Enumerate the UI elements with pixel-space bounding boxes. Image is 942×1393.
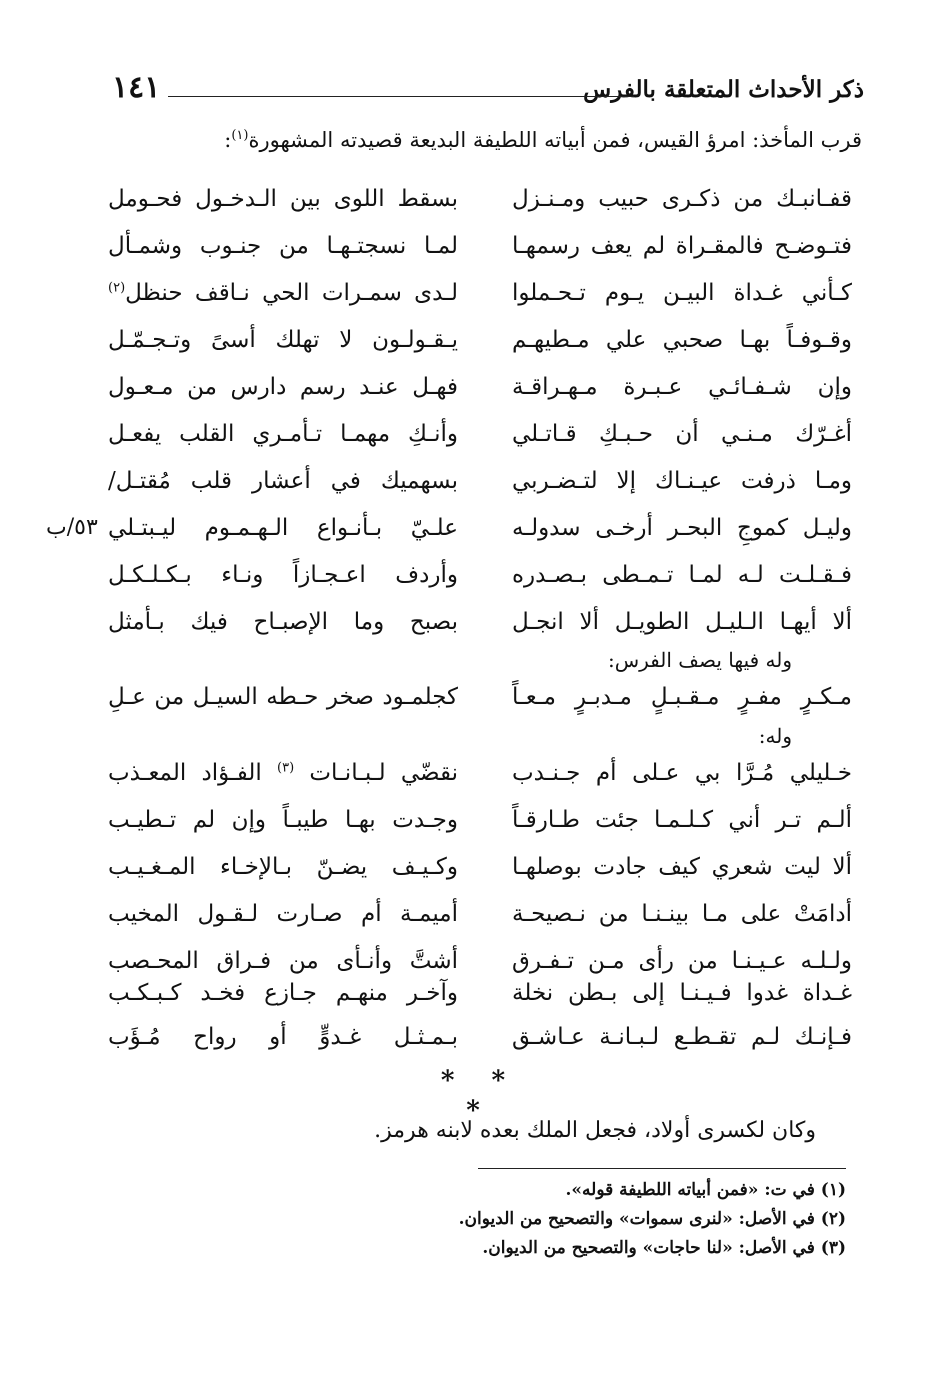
couplet <box>0 684 942 728</box>
couplet <box>0 280 942 324</box>
hemistich-second: وكـيـف يضـنّ بـالإخـاء المـغـيـب <box>108 854 458 880</box>
hemistich-first: أدامَتْ على مـا بينـنـا من نـصيحـة <box>512 901 852 927</box>
hemistich-second: بـمـثـل غـدوٍّ أو رواح مُـؤَب <box>108 1024 458 1050</box>
footnote-ref-3: (٣) <box>277 760 295 776</box>
hemistich-first: أغـرّك مـنـي أن حـبـكِ قـاتـلي <box>512 421 852 447</box>
section-separator: * * * <box>440 1066 520 1126</box>
verse-subheading: وله: <box>758 724 792 748</box>
hemistich-text: نقضّي لـبـانـات <box>309 760 459 786</box>
footnote-ref-1: (١) <box>231 128 249 143</box>
hemistich-second: وجـدت بهـا طيبـاً وإن لم تـطيـب <box>108 807 458 833</box>
couplet <box>0 901 942 945</box>
hemistich-first: وليـل كموجِ البحـر أرخـى سدولـه <box>512 515 852 541</box>
hemistich-second: لمـا نسجتـهـا من جنـوب وشمـأل <box>108 233 458 259</box>
hemistich-first: قفـانبـك من ذكـرى حبيب ومـنـزل <box>512 186 852 212</box>
hemistich-first: وقـوفـاً بهـا صحبي علي مـطيهـم <box>512 327 852 353</box>
couplet <box>0 807 942 851</box>
header-rule <box>168 96 634 97</box>
header-title: ذكر الأحداث المتعلقة بالفرس <box>583 76 864 103</box>
couplet <box>0 562 942 606</box>
hemistich-second: بسهميك في أعشار قلب مُقتـل/ <box>108 468 458 494</box>
footnote: (٣) في الأصل: «لنا حاجات» والتصحيح من الديوان. <box>482 1238 846 1258</box>
manuscript-folio-note: ٥٣/ب <box>46 515 98 540</box>
hemistich-second <box>108 760 458 786</box>
hemistich-second: أشتَّ وأنـأى من فـراق المحـصب <box>108 948 458 974</box>
hemistich-first: فـإنـك لـم تقـطـع لـبـانـة عـاشـق <box>512 1024 852 1050</box>
hemistich-second: بصبح وما الإصبـاح فيك بـأمثل <box>108 609 458 635</box>
couplet <box>0 421 942 465</box>
hemistich-second: يـقـولـون لا تهلك أسىً وتـجـمّـل <box>108 327 458 353</box>
footnote: (٢) في الأصل: «لنرى سموات» والتصحيح من الديوان. <box>458 1209 846 1229</box>
hemistich-second: فهـل عنـد رسم دارس من مـعـول <box>108 374 458 400</box>
closing-sentence: وكان لكسرى أولاد، فجعل الملك بعده لابنه هرمز. <box>374 1118 816 1143</box>
hemistich-first: كـأني غـداة البيـن يـوم تـحـملوا <box>512 280 852 306</box>
hemistich-second: وآخـر منهـم جـازع فخـد كـبـكـب <box>108 980 458 1006</box>
hemistich-first: غـداة غدوا فـيـنـا إلى بـطن نخلة <box>512 980 852 1006</box>
couplet <box>0 609 942 653</box>
hemistich-second: بسقط اللوى بين الـدخـول فحـومل <box>108 186 458 212</box>
couplet <box>0 327 942 371</box>
couplet <box>0 854 942 898</box>
hemistich-second: علـيّ بـأنـواع الـهـمـوم ليـبتـلي <box>108 515 458 541</box>
hemistich-second <box>108 280 458 306</box>
couplet <box>0 233 942 277</box>
hemistich-first: وإن شـفـائـي عـبـرة مـهـراقـة <box>512 374 852 400</box>
footnotes <box>459 1180 846 1267</box>
hemistich-second: كجلمـود صخر حـطه السيـل من عـلِ <box>108 684 458 710</box>
hemistich-first: ألـم تـر أني كـلـمـا جئت طـارقـاً <box>512 807 852 833</box>
couplet <box>0 468 942 512</box>
hemistich-first: ومـا ذرفت عيـنـاك إلا لتـضـربي <box>512 468 852 494</box>
intro-text: قرب المأخذ: امرؤ القيس، فمن أبياته اللطيفة البديعة قصيدته المشهورة <box>248 128 862 152</box>
page-number: ١٤١ <box>112 70 161 105</box>
footnote-rule <box>478 1168 846 1169</box>
intro-line <box>224 128 862 152</box>
couplet <box>0 1024 942 1068</box>
hemistich-second: أميمـة أم صـارت لـقـول المخيب <box>108 901 458 927</box>
hemistich-text: لـدى سمـرات الحي نـاقف حنظل <box>125 280 458 306</box>
hemistich-second: وأردف اعـجـازاً ونـاء بـكـلـكـل <box>108 562 458 588</box>
running-header <box>96 70 864 110</box>
hemistich-first: ولـلـه عـيـنـا من رأى مـن تـفـرق <box>512 948 852 974</box>
footnote-ref-2: (٢) <box>108 280 126 296</box>
hemistich-text-end: الفـؤاد المعـذب <box>108 760 262 786</box>
couplet <box>0 980 942 1024</box>
couplet <box>0 515 942 559</box>
hemistich-first: فـقـلـت لـه لمـا تـمـطى بـصـدره <box>512 562 852 588</box>
couplet <box>0 186 942 230</box>
hemistich-first: ألا أيهـا الـليـل الطويـل ألا انجـل <box>512 609 852 635</box>
hemistich-first: ألا ليت شعري كيف جادت بوصلهـا <box>512 854 852 880</box>
couplet <box>0 374 942 418</box>
footnote: (١) في ت: «فمن أبياته اللطيفة قوله». <box>565 1180 846 1200</box>
hemistich-first: مـكـرٍ مفـرٍ مـقـبـلٍ مـدبـرٍ مـعـاً <box>512 684 852 710</box>
verse-subheading: وله فيها يصف الفرس: <box>607 648 792 672</box>
hemistich-first: خـليلي مُـرَّا بي عـلى أم جـنـدب <box>512 760 852 786</box>
couplet <box>0 760 942 804</box>
hemistich-first: فتـوضـح فالمقـراة لم يعف رسمهـا <box>512 233 852 259</box>
hemistich-second: وأنـكِ مهمـا تـأمـري القلب يفعـل <box>108 421 458 447</box>
intro-colon: : <box>224 128 232 152</box>
